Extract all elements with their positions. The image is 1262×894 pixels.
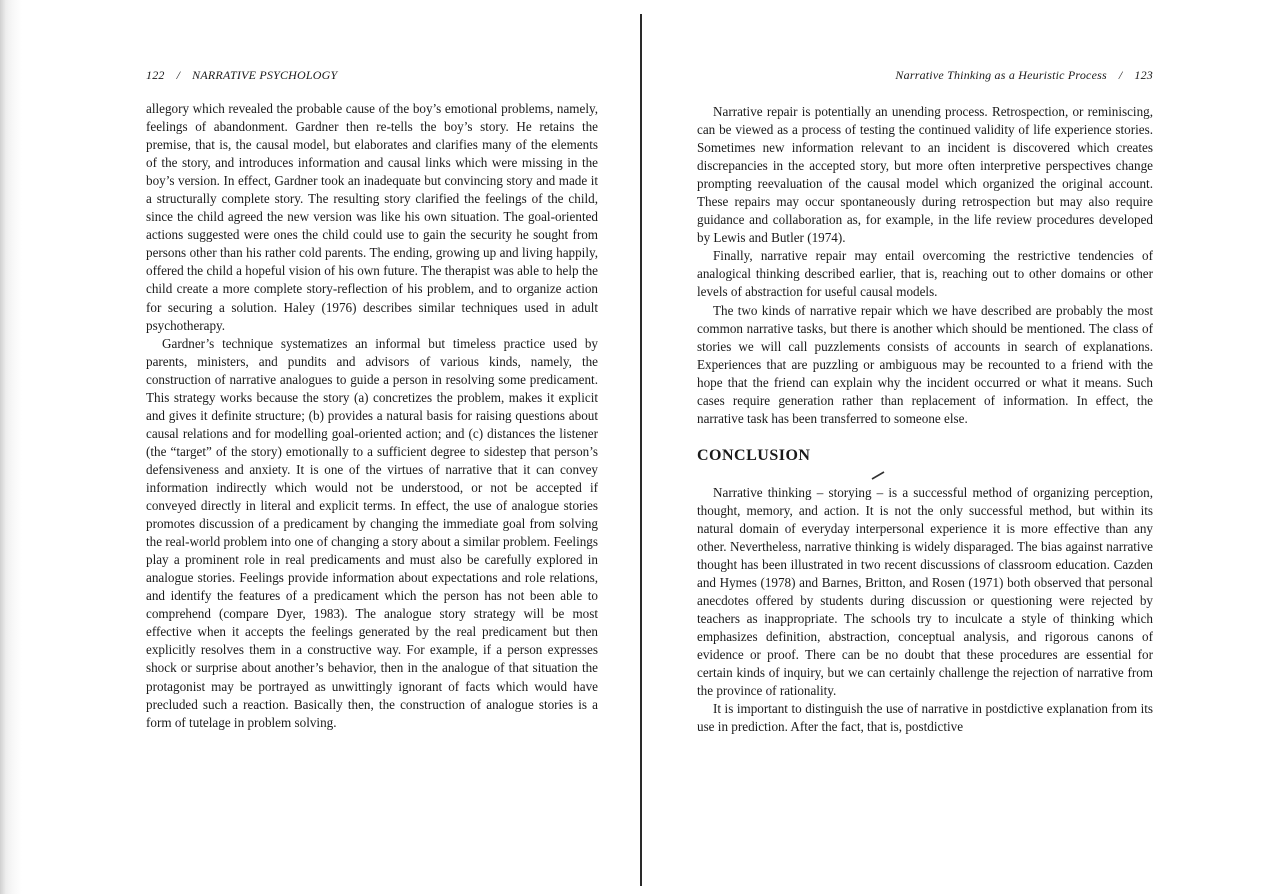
left-head-separator: / xyxy=(176,68,181,82)
right-running-title: Narrative Thinking as a Heuristic Process xyxy=(895,68,1107,82)
right-running-head xyxy=(895,68,1153,84)
pen-mark-icon xyxy=(871,470,885,480)
right-head-separator: / xyxy=(1118,68,1123,82)
right-paragraph-1: Narrative repair is potentially an unending process. Retrospection, or reminiscing, can be viewed as a process of testing the continued validity of life experience stories. Sometimes new information relevant to an incident is discovered which creates discrepancies in the accepted story, but more often interpretive perspectives change prompting reevaluation of the causal model which organized the original account. These repairs may occur spontaneously during retrospection but may also require guidance and collaboration as, for example, in the life review procedures developed by Lewis and Butler (1974). xyxy=(697,104,1153,246)
left-running-title: NARRATIVE PSYCHOLOGY xyxy=(192,68,338,82)
left-body-text xyxy=(146,100,598,732)
right-page-number: 123 xyxy=(1134,68,1153,82)
left-page-number: 122 xyxy=(146,68,165,82)
left-paragraph-1: allegory which revealed the probable cause of the boy’s emotional problems, namely, feelings of abandonment. Gardner then re-tells the boy’s story. He retains the premise, that is, the causal model, but elaborates and clarifies many of the elements of the story, and introduces information and causal links which were missing in the boy’s version. In effect, Gardner took an inadequate but convincing story and made it a structurally complete story. The resulting story clarified the feelings of the child, since the child agreed the new version was like his own situation. The goal-oriented actions suggested were ones the child could use to gain the security he sought from persons other than his rather cold parents. The ending, growing up and living happily, offered the child a hopeful vision of his own future. The therapist was able to help the child create a more complete story-reflection of his problem, and to organize action for securing a solution. Haley (1976) describes similar techniques used in adult psychotherapy. xyxy=(146,101,598,333)
right-body-text xyxy=(697,103,1153,737)
section-heading-conclusion: CONCLUSION xyxy=(697,446,811,464)
right-paragraph-2: Finally, narrative repair may entail overcoming the restrictive tendencies of analogical thinking described earlier, that is, reaching out to other domains or other levels of abstraction for useful causal models. xyxy=(697,248,1153,300)
page-gutter xyxy=(640,14,642,886)
right-paragraph-3: The two kinds of narrative repair which we have described are probably the most common narrative tasks, but there is another which should be mentioned. The class of stories we will call puzzlements consists of accounts in search of explanations. Experiences that are puzzling or ambiguous may be recounted to a friend with the hope that the friend can explain why the incident occurred or what it means. Such cases require generation rather than replacement of information. In effect, the narrative task has been transferred to someone else. xyxy=(697,302,1153,426)
right-page xyxy=(697,0,1153,894)
left-running-head xyxy=(146,68,337,84)
left-paragraph-2: Gardner’s technique systematizes an informal but timeless practice used by parents, ministers, and pundits and advisors of various kinds, namely, the construction of narrative analogues to guide a person in resolving some predicament. This strategy works because the story (a) concretizes the problem, makes it explicit and gives it definite structure; (b) provides a natural basis for raising questions about causal relations and for modelling goal-oriented action; and (c) distances the listener (the “target” of the story) emotionally to a sufficient degree to sidestep that person’s defensiveness and anxiety. It is one of the virtues of narrative that it can convey information indirectly which would not be understood, or not be accepted if conveyed directly in literal and explicit terms. In effect, the use of analogue stories promotes discussion of a predicament by changing the immediate goal from solving the real-world problem into one of changing a story about a similar problem. Feelings play a prominent role in real predicaments and must also be carefully explored in analogue stories. Feelings provide information about expectations and role relations, and identify the features of a predicament which the person has not been able to comprehend (compare Dyer, 1983). The analogue story strategy will be most effective when it accepts the feelings generated by the real predicament but then explicitly resolves them in a constructive way. For example, if a person expresses shock or surprise about another’s behavior, then in the analogue of that situation the protagonist may be portrayed as unwittingly ignorant of facts which would have precluded such a reaction. Basically then, the construction of analogue stories is a form of tutelage in problem solving. xyxy=(146,335,598,730)
book-binding-edge xyxy=(0,0,22,894)
conclusion-paragraph-1: Narrative thinking – storying – is a successful method of organizing perception, thought, memory, and action. It is not the only successful method, but within its natural domain of everyday interpersonal experience it is more effective than any other. Nevertheless, narrative thinking is widely disparaged. The bias against narrative thought has been illustrated in two recent discussions of classroom education. Cazden and Hymes (1978) and Barnes, Britton, and Rosen (1971) both observed that personal anecdotes offered by students during discussion or questioning were rejected by teachers as inappropriate. The schools try to inculcate a style of thinking which emphasizes definition, abstraction, conceptual analysis, and rigorous canons of evidence or proof. There can be no doubt that these procedures are essential for certain kinds of inquiry, but we can certainly challenge the rejection of narrative from the province of rationality. xyxy=(697,484,1153,699)
left-page xyxy=(146,0,598,894)
conclusion-paragraph-2: It is important to distinguish the use of narrative in postdictive explanation from its use in prediction. After the fact, that is, postdictive xyxy=(697,701,1153,735)
